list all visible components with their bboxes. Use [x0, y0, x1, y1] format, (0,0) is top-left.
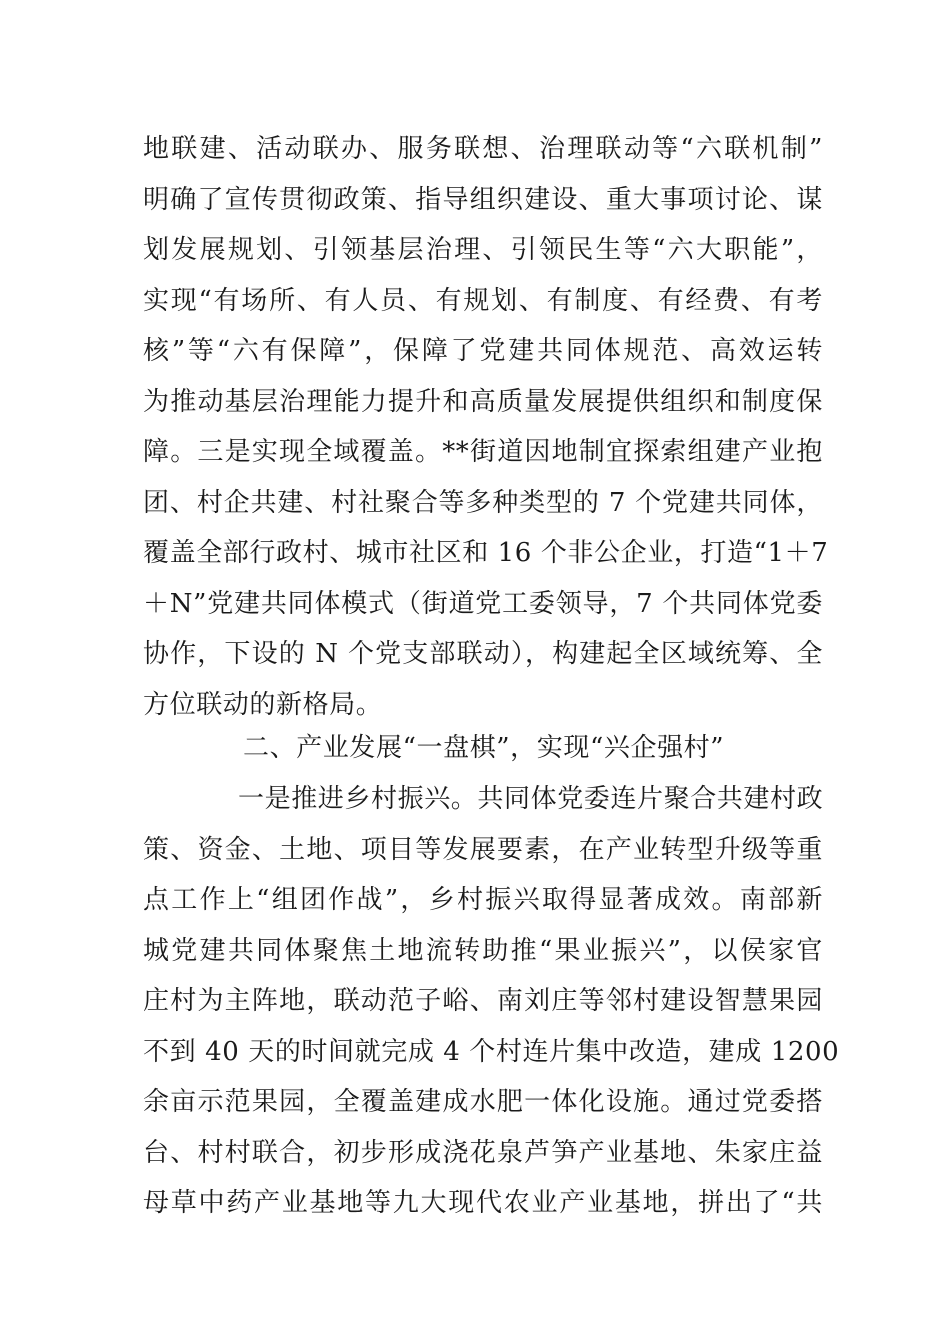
paragraph-line: 划发展规划、引领基层治理、引领民生等“六大职能”，	[143, 235, 823, 265]
paragraph-line: 一是推进乡村振兴。共同体党委连片聚合共建村政	[238, 784, 824, 814]
paragraph-line: 障。三是实现全域覆盖。**街道因地制宜探索组建产业抱	[143, 437, 823, 467]
paragraph-line: 为推动基层治理能力提升和高质量发展提供组织和制度保	[143, 387, 823, 417]
paragraph-line: ＋N”党建共同体模式（街道党工委领导，7 个共同体党委	[143, 589, 823, 619]
paragraph-line: 覆盖全部行政村、城市社区和 16 个非公企业，打造“1＋7	[143, 538, 829, 568]
paragraph-line: 点工作上“组团作战”，乡村振兴取得显著成效。南部新	[143, 885, 823, 915]
paragraph-line: 母草中药产业基地等九大现代农业产业基地，拼出了“共	[143, 1188, 823, 1218]
paragraph-line: 团、村企共建、村社聚合等多种类型的 7 个党建共同体，	[143, 488, 823, 518]
paragraph-line: 不到 40 天的时间就完成 4 个村连片集中改造，建成 1200	[143, 1037, 840, 1067]
paragraph-line: 地联建、活动联办、服务联想、治理联动等“六联机制”	[143, 134, 823, 164]
paragraph-line: 策、资金、土地、项目等发展要素，在产业转型升级等重	[143, 835, 823, 865]
paragraph-line: 庄村为主阵地，联动范子峪、南刘庄等邻村建设智慧果园	[143, 986, 823, 1016]
section-heading: 二、产业发展“一盘棋”，实现“兴企强村”	[243, 733, 725, 763]
paragraph-line: 协作，下设的 N 个党支部联动），构建起全区域统筹、全	[143, 639, 823, 669]
paragraph-line: 实现“有场所、有人员、有规划、有制度、有经费、有考	[143, 286, 823, 316]
paragraph-line: 方位联动的新格局。	[143, 690, 383, 720]
paragraph-line: 明确了宣传贯彻政策、指导组织建设、重大事项讨论、谋	[143, 185, 823, 215]
paragraph-line: 城党建共同体聚焦土地流转助推“果业振兴”，以侯家官	[143, 936, 823, 966]
paragraph-line: 余亩示范果园，全覆盖建成水肥一体化设施。通过党委搭	[143, 1087, 823, 1117]
paragraph-line: 台、村村联合，初步形成浇花泉芦笋产业基地、朱家庄益	[143, 1138, 823, 1168]
paragraph-line: 核”等“六有保障”，保障了党建共同体规范、高效运转	[143, 336, 823, 366]
